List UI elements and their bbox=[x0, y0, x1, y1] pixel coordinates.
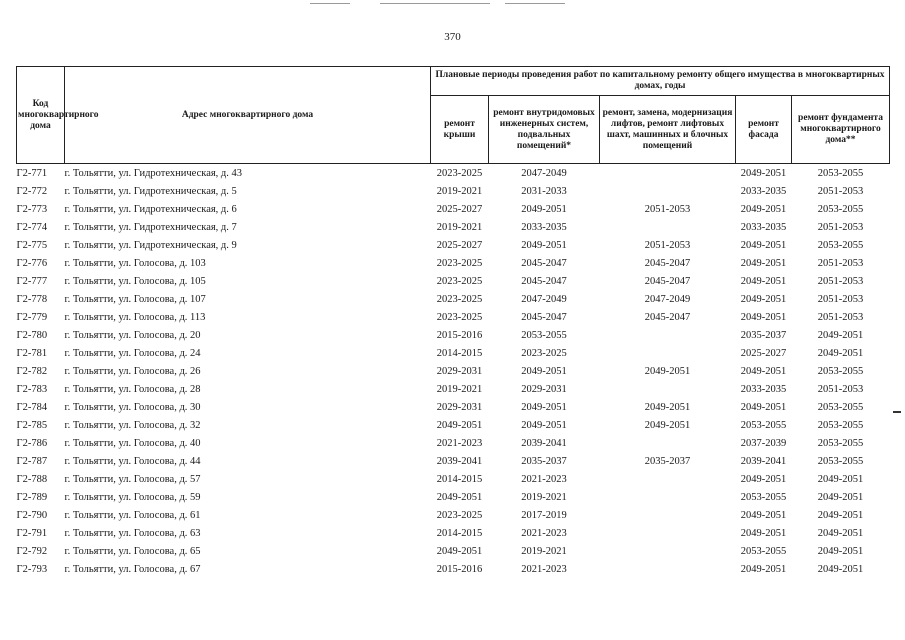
facade-period: 2053-2055 bbox=[740, 491, 787, 503]
house-address: г. Тольятти, ул. Голосова, д. 63 bbox=[64, 527, 201, 539]
systems-period: 2019-2021 bbox=[521, 491, 567, 503]
lifts-period: 2045-2047 bbox=[644, 257, 691, 269]
scan-artifact-mark bbox=[893, 411, 901, 413]
roof-period: 2023-2025 bbox=[436, 167, 483, 179]
lifts-period: 2045-2047 bbox=[644, 275, 691, 287]
house-code: Г2-787 bbox=[16, 455, 48, 467]
lifts-period bbox=[600, 488, 736, 506]
house-address: г. Тольятти, ул. Голосова, д. 105 bbox=[64, 275, 206, 287]
table-row bbox=[17, 434, 890, 452]
facade-period: 2049-2051 bbox=[740, 509, 787, 521]
house-code: Г2-777 bbox=[16, 275, 48, 287]
lifts-period: 2035-2037 bbox=[644, 455, 691, 467]
facade-period: 2049-2051 bbox=[740, 401, 787, 413]
systems-period: 2039-2041 bbox=[521, 437, 567, 449]
facade-period: 2049-2051 bbox=[740, 365, 787, 377]
lifts-period: 2049-2051 bbox=[644, 419, 691, 431]
roof-period: 2029-2031 bbox=[436, 365, 483, 377]
scan-artifact-line bbox=[505, 3, 565, 4]
systems-period: 2047-2049 bbox=[521, 293, 567, 305]
house-code: Г2-781 bbox=[16, 347, 48, 359]
house-address: г. Тольятти, ул. Голосова, д. 67 bbox=[64, 563, 201, 575]
house-code: Г2-789 bbox=[16, 491, 48, 503]
house-code: Г2-771 bbox=[16, 167, 48, 179]
table-row bbox=[17, 470, 890, 488]
table-row bbox=[17, 236, 890, 254]
house-code: Г2-784 bbox=[16, 401, 48, 413]
house-code: Г2-775 bbox=[16, 239, 48, 251]
house-address: г. Тольятти, ул. Голосова, д. 57 bbox=[64, 473, 201, 485]
table-row bbox=[17, 524, 890, 542]
page-number: 370 bbox=[444, 31, 461, 43]
systems-period: 2017-2019 bbox=[521, 509, 567, 521]
systems-period: 2021-2023 bbox=[521, 563, 567, 575]
house-code: Г2-786 bbox=[16, 437, 48, 449]
table-row bbox=[17, 380, 890, 398]
roof-period: 2019-2021 bbox=[436, 221, 483, 233]
facade-period: 2049-2051 bbox=[740, 311, 787, 323]
foundation-period: 2049-2051 bbox=[817, 473, 864, 485]
lifts-period bbox=[600, 506, 736, 524]
house-address: г. Тольятти, ул. Голосова, д. 113 bbox=[64, 311, 206, 323]
facade-period: 2049-2051 bbox=[740, 257, 787, 269]
house-address: г. Тольятти, ул. Голосова, д. 103 bbox=[64, 257, 206, 269]
lifts-period bbox=[600, 164, 736, 183]
house-code: Г2-783 bbox=[16, 383, 48, 395]
house-address: г. Тольятти, ул. Гидротехническая, д. 7 bbox=[64, 221, 237, 233]
facade-period: 2049-2051 bbox=[740, 275, 787, 287]
foundation-period: 2051-2053 bbox=[817, 275, 864, 287]
house-address: г. Тольятти, ул. Голосова, д. 40 bbox=[64, 437, 201, 449]
systems-period: 2021-2023 bbox=[521, 473, 567, 485]
facade-period: 2033-2035 bbox=[740, 383, 787, 395]
roof-period: 2049-2051 bbox=[436, 419, 483, 431]
lifts-period bbox=[600, 542, 736, 560]
house-code: Г2-779 bbox=[16, 311, 48, 323]
roof-period: 2029-2031 bbox=[436, 401, 483, 413]
table-row bbox=[17, 290, 890, 308]
roof-period: 2014-2015 bbox=[436, 347, 483, 359]
table-row bbox=[17, 452, 890, 470]
foundation-period: 2051-2053 bbox=[817, 257, 864, 269]
header-foundation: ремонт фундамента многоквартирного дома** bbox=[792, 96, 890, 164]
systems-period: 2033-2035 bbox=[521, 221, 567, 233]
systems-period: 2049-2051 bbox=[521, 203, 567, 215]
table-row bbox=[17, 308, 890, 326]
header-systems: ремонт внутридомовых инженерных систем, подвальных помещений* bbox=[489, 96, 600, 164]
house-code: Г2-778 bbox=[16, 293, 48, 305]
header-roof: ремонт крыши bbox=[431, 96, 489, 164]
table-row bbox=[17, 218, 890, 236]
lifts-period: 2049-2051 bbox=[644, 365, 691, 377]
lifts-period bbox=[600, 470, 736, 488]
systems-period: 2035-2037 bbox=[521, 455, 567, 467]
foundation-period: 2053-2055 bbox=[817, 167, 864, 179]
house-code: Г2-776 bbox=[16, 257, 48, 269]
house-code: Г2-791 bbox=[16, 527, 48, 539]
house-code: Г2-773 bbox=[16, 203, 48, 215]
house-address: г. Тольятти, ул. Гидротехническая, д. 43 bbox=[64, 167, 243, 179]
roof-period: 2014-2015 bbox=[436, 473, 483, 485]
lifts-period: 2051-2053 bbox=[644, 203, 691, 215]
table-row bbox=[17, 560, 890, 578]
house-code: Г2-792 bbox=[16, 545, 48, 557]
facade-period: 2025-2027 bbox=[740, 347, 787, 359]
house-address: г. Тольятти, ул. Голосова, д. 65 bbox=[64, 545, 201, 557]
systems-period: 2031-2033 bbox=[521, 185, 567, 197]
house-address: г. Тольятти, ул. Голосова, д. 44 bbox=[64, 455, 201, 467]
roof-period: 2023-2025 bbox=[436, 257, 483, 269]
facade-period: 2049-2051 bbox=[740, 473, 787, 485]
house-address: г. Тольятти, ул. Голосова, д. 59 bbox=[64, 491, 201, 503]
systems-period: 2045-2047 bbox=[521, 257, 567, 269]
systems-period: 2049-2051 bbox=[521, 419, 567, 431]
foundation-period: 2051-2053 bbox=[817, 383, 864, 395]
header-lifts: ремонт, замена, модернизация лифтов, ремонт лифтовых шахт, машинных и блочных помещений bbox=[600, 96, 736, 164]
house-code: Г2-793 bbox=[16, 563, 48, 575]
roof-period: 2023-2025 bbox=[436, 509, 483, 521]
systems-period: 2045-2047 bbox=[521, 275, 567, 287]
house-address: г. Тольятти, ул. Голосова, д. 32 bbox=[64, 419, 201, 431]
table-row bbox=[17, 326, 890, 344]
foundation-period: 2051-2053 bbox=[817, 311, 864, 323]
lifts-period bbox=[600, 182, 736, 200]
foundation-period: 2049-2051 bbox=[817, 545, 864, 557]
table-header bbox=[17, 67, 890, 164]
foundation-period: 2049-2051 bbox=[817, 509, 864, 521]
table-row bbox=[17, 398, 890, 416]
table-row bbox=[17, 200, 890, 218]
table-row bbox=[17, 488, 890, 506]
foundation-period: 2053-2055 bbox=[817, 365, 864, 377]
house-code: Г2-774 bbox=[16, 221, 48, 233]
lifts-period bbox=[600, 560, 736, 578]
house-address: г. Тольятти, ул. Гидротехническая, д. 5 bbox=[64, 185, 237, 197]
facade-period: 2039-2041 bbox=[740, 455, 787, 467]
foundation-period: 2053-2055 bbox=[817, 203, 864, 215]
house-code: Г2-772 bbox=[16, 185, 48, 197]
header-code: Код многоквартирного дома bbox=[17, 67, 65, 164]
facade-period: 2053-2055 bbox=[740, 419, 787, 431]
table-row bbox=[17, 506, 890, 524]
systems-period: 2053-2055 bbox=[521, 329, 567, 341]
facade-period: 2035-2037 bbox=[740, 329, 787, 341]
foundation-period: 2049-2051 bbox=[817, 347, 864, 359]
foundation-period: 2049-2051 bbox=[817, 527, 864, 539]
foundation-period: 2051-2053 bbox=[817, 221, 864, 233]
house-address: г. Тольятти, ул. Гидротехническая, д. 6 bbox=[64, 203, 237, 215]
table-row bbox=[17, 254, 890, 272]
systems-period: 2029-2031 bbox=[521, 383, 567, 395]
house-code: Г2-785 bbox=[16, 419, 48, 431]
systems-period: 2019-2021 bbox=[521, 545, 567, 557]
systems-period: 2049-2051 bbox=[521, 365, 567, 377]
systems-period: 2047-2049 bbox=[521, 167, 567, 179]
systems-period: 2045-2047 bbox=[521, 311, 567, 323]
roof-period: 2019-2021 bbox=[436, 383, 483, 395]
lifts-period: 2051-2053 bbox=[644, 239, 691, 251]
roof-period: 2019-2021 bbox=[436, 185, 483, 197]
header-address: Адрес многоквартирного дома bbox=[65, 67, 431, 164]
header-periods-title: Плановые периоды проведения работ по капитальному ремонту общего имущества в многоквартирных домах, годы bbox=[431, 67, 890, 96]
roof-period: 2025-2027 bbox=[436, 203, 483, 215]
table-row bbox=[17, 344, 890, 362]
foundation-period: 2049-2051 bbox=[817, 491, 864, 503]
foundation-period: 2051-2053 bbox=[817, 293, 864, 305]
roof-period: 2023-2025 bbox=[436, 293, 483, 305]
table-row bbox=[17, 542, 890, 560]
facade-period: 2033-2035 bbox=[740, 185, 787, 197]
foundation-period: 2053-2055 bbox=[817, 239, 864, 251]
roof-period: 2015-2016 bbox=[436, 563, 483, 575]
facade-period: 2049-2051 bbox=[740, 527, 787, 539]
house-code: Г2-790 bbox=[16, 509, 48, 521]
lifts-period: 2047-2049 bbox=[644, 293, 691, 305]
table-body bbox=[17, 164, 890, 579]
systems-period: 2049-2051 bbox=[521, 401, 567, 413]
lifts-period bbox=[600, 218, 736, 236]
roof-period: 2014-2015 bbox=[436, 527, 483, 539]
house-address: г. Тольятти, ул. Голосова, д. 28 bbox=[64, 383, 201, 395]
house-address: г. Тольятти, ул. Голосова, д. 26 bbox=[64, 365, 201, 377]
scan-artifact-line bbox=[310, 3, 350, 4]
roof-period: 2023-2025 bbox=[436, 275, 483, 287]
table-row bbox=[17, 416, 890, 434]
table-row bbox=[17, 164, 890, 183]
repair-schedule-table bbox=[16, 66, 890, 578]
house-address: г. Тольятти, ул. Гидротехническая, д. 9 bbox=[64, 239, 237, 251]
scan-artifact-line bbox=[380, 3, 490, 4]
roof-period: 2023-2025 bbox=[436, 311, 483, 323]
facade-period: 2049-2051 bbox=[740, 167, 787, 179]
table-row bbox=[17, 362, 890, 380]
facade-period: 2033-2035 bbox=[740, 221, 787, 233]
header-facade: ремонт фасада bbox=[736, 96, 792, 164]
systems-period: 2023-2025 bbox=[521, 347, 567, 359]
house-code: Г2-782 bbox=[16, 365, 48, 377]
table-row bbox=[17, 272, 890, 290]
systems-period: 2049-2051 bbox=[521, 239, 567, 251]
roof-period: 2015-2016 bbox=[436, 329, 483, 341]
facade-period: 2049-2051 bbox=[740, 563, 787, 575]
facade-period: 2049-2051 bbox=[740, 239, 787, 251]
lifts-period bbox=[600, 326, 736, 344]
foundation-period: 2053-2055 bbox=[817, 419, 864, 431]
lifts-period bbox=[600, 524, 736, 542]
roof-period: 2049-2051 bbox=[436, 491, 483, 503]
house-address: г. Тольятти, ул. Голосова, д. 61 bbox=[64, 509, 201, 521]
lifts-period bbox=[600, 434, 736, 452]
house-address: г. Тольятти, ул. Голосова, д. 30 bbox=[64, 401, 201, 413]
facade-period: 2037-2039 bbox=[740, 437, 787, 449]
house-address: г. Тольятти, ул. Голосова, д. 20 bbox=[64, 329, 201, 341]
roof-period: 2025-2027 bbox=[436, 239, 483, 251]
foundation-period: 2049-2051 bbox=[817, 329, 864, 341]
lifts-period bbox=[600, 344, 736, 362]
systems-period: 2021-2023 bbox=[521, 527, 567, 539]
foundation-period: 2053-2055 bbox=[817, 437, 864, 449]
house-code: Г2-788 bbox=[16, 473, 48, 485]
foundation-period: 2051-2053 bbox=[817, 185, 864, 197]
house-address: г. Тольятти, ул. Голосова, д. 107 bbox=[64, 293, 206, 305]
roof-period: 2021-2023 bbox=[436, 437, 483, 449]
facade-period: 2049-2051 bbox=[740, 293, 787, 305]
roof-period: 2049-2051 bbox=[436, 545, 483, 557]
roof-period: 2039-2041 bbox=[436, 455, 483, 467]
table-row bbox=[17, 182, 890, 200]
facade-period: 2053-2055 bbox=[740, 545, 787, 557]
lifts-period bbox=[600, 380, 736, 398]
facade-period: 2049-2051 bbox=[740, 203, 787, 215]
foundation-period: 2049-2051 bbox=[817, 563, 864, 575]
foundation-period: 2053-2055 bbox=[817, 455, 864, 467]
foundation-period: 2053-2055 bbox=[817, 401, 864, 413]
house-address: г. Тольятти, ул. Голосова, д. 24 bbox=[64, 347, 201, 359]
lifts-period: 2045-2047 bbox=[644, 311, 691, 323]
lifts-period: 2049-2051 bbox=[644, 401, 691, 413]
house-code: Г2-780 bbox=[16, 329, 48, 341]
